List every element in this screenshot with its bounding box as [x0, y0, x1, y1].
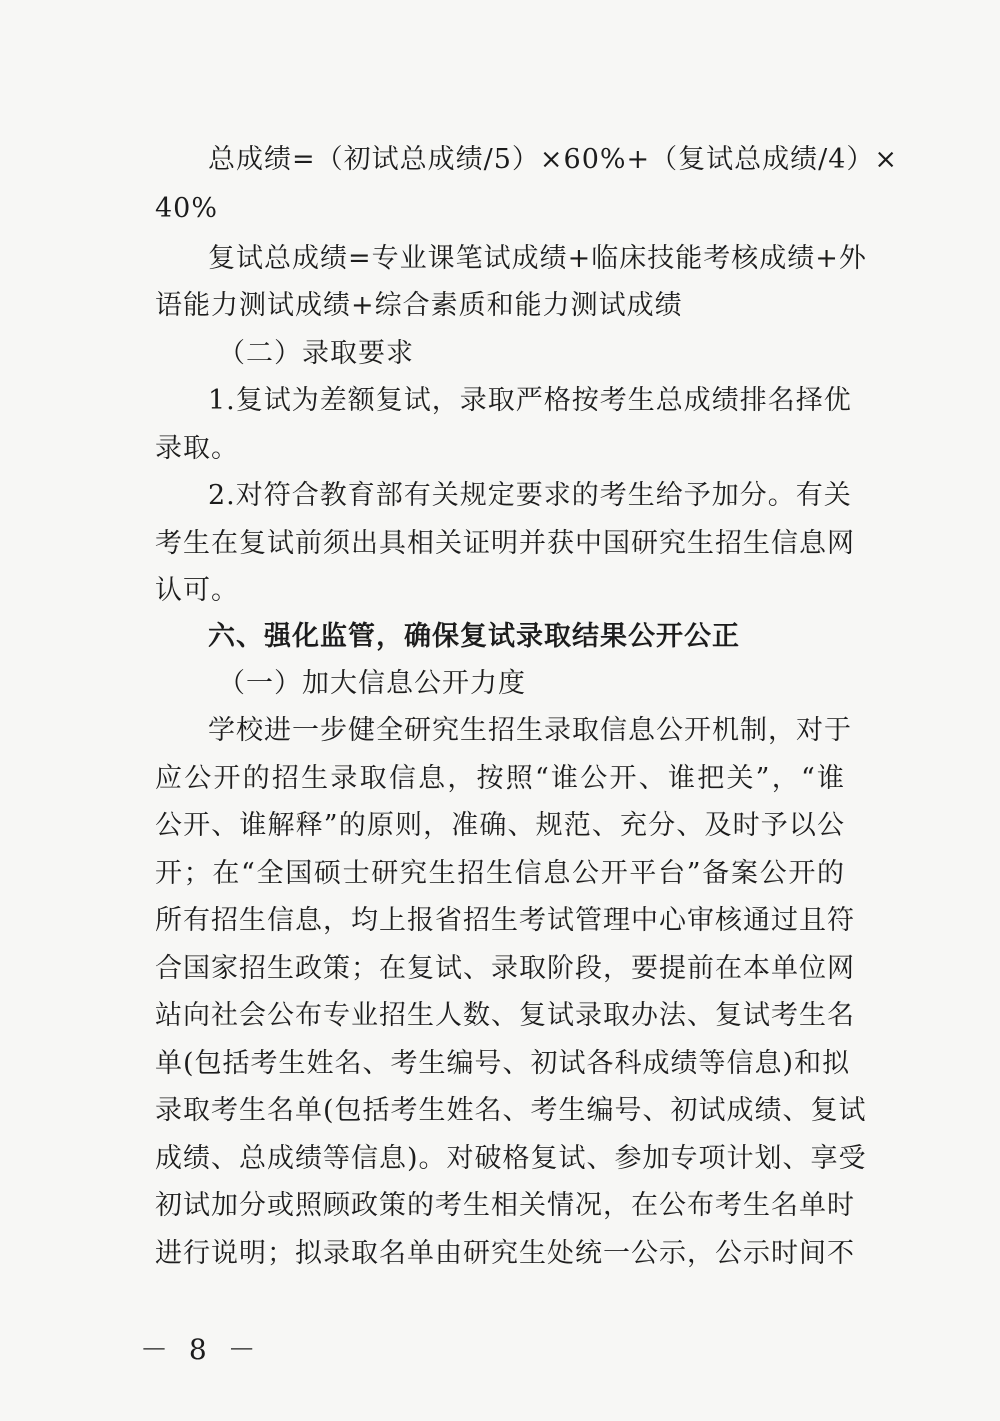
paragraph-line-11: 初试加分或照顾政策的考生相关情况，在公布考生名单时 [155, 1190, 855, 1221]
requirement-1-line-1: 1.复试为差额复试，录取严格按考生总成绩排名择优 [208, 385, 852, 416]
paragraph-line-2: 应公开的招生录取信息，按照“谁公开、谁把关”，“谁 [155, 763, 845, 794]
requirement-2-line-3: 认可。 [155, 575, 239, 606]
paragraph-line-4: 开；在“全国硕士研究生招生信息公开平台”备案公开的 [155, 858, 845, 889]
formula-total-score-line-1: 总成绩=（初试总成绩/5）×60%+（复试总成绩/4）× [208, 144, 899, 175]
paragraph-line-5: 所有招生信息，均上报省招生考试管理中心审核通过且符 [155, 905, 855, 936]
formula-retest-score-line-2: 语能力测试成绩+综合素质和能力测试成绩 [155, 290, 683, 321]
paragraph-line-7: 站向社会公布专业招生人数、复试录取办法、复试考生名 [155, 1000, 855, 1031]
paragraph-line-10: 成绩、总成绩等信息)。对破格复试、参加专项计划、享受 [155, 1143, 867, 1174]
paragraph-line-9: 录取考生名单(包括考生姓名、考生编号、初试成绩、复试 [155, 1095, 867, 1126]
formula-retest-score-line-1: 复试总成绩=专业课笔试成绩+临床技能考核成绩+外 [208, 243, 867, 274]
paragraph-line-3: 公开、谁解释”的原则，准确、规范、充分、及时予以公 [155, 810, 845, 841]
paragraph-line-12: 进行说明；拟录取名单由研究生处统一公示，公示时间不 [155, 1238, 855, 1269]
paragraph-line-6: 合国家招生政策；在复试、录取阶段，要提前在本单位网 [155, 953, 855, 984]
requirement-1-line-2: 录取。 [155, 433, 239, 464]
paragraph-line-1: 学校进一步健全研究生招生录取信息公开机制，对于 [208, 715, 852, 746]
requirement-2-line-1: 2.对符合教育部有关规定要求的考生给予加分。有关 [208, 480, 852, 511]
chapter-heading-six: 六、强化监管，确保复试录取结果公开公正 [208, 621, 740, 652]
section-heading-admission-requirements: （二）录取要求 [218, 338, 414, 369]
requirement-2-line-2: 考生在复试前须出具相关证明并获中国研究生招生信息网 [155, 528, 855, 559]
page-number: － 8 － [140, 1333, 262, 1366]
paragraph-line-8: 单(包括考生姓名、考生编号、初试各科成绩等信息)和拟 [155, 1048, 851, 1079]
formula-total-score-line-2: 40% [155, 193, 219, 224]
section-heading-information-disclosure: （一）加大信息公开力度 [218, 668, 526, 699]
